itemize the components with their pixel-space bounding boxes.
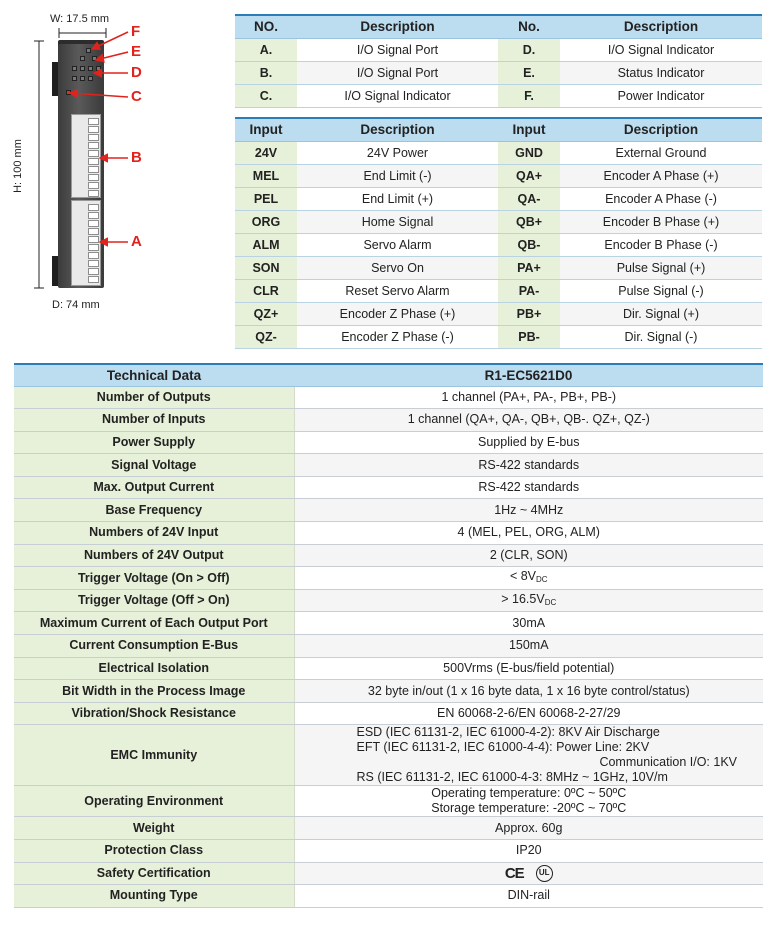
table-cell: B. [235, 61, 297, 84]
certification-marks [505, 865, 553, 882]
table-row [14, 454, 763, 477]
table-row [14, 862, 763, 885]
spec-value-subscript: DC [544, 597, 557, 607]
table-cell: End Limit (+) [297, 187, 498, 210]
spec-value-text: 32 byte in/out (1 x 16 byte data, 1 x 16 byte control/status) [367, 683, 690, 698]
spec-value [294, 454, 763, 477]
table-cell: Pulse Signal (-) [560, 279, 762, 302]
column-header: Input [235, 118, 297, 141]
column-header: Description [297, 118, 498, 141]
spec-name: Electrical Isolation [14, 657, 294, 680]
table-cell: A. [235, 38, 297, 61]
spec-name: Signal Voltage [14, 454, 294, 477]
spec-value-text: DIN-rail [507, 888, 550, 903]
callout-d: D [131, 64, 142, 81]
column-header: Input [498, 118, 560, 141]
table-row [14, 725, 763, 786]
table-row [14, 567, 763, 590]
column-header: Description [297, 15, 498, 38]
table-cell: Servo Alarm [297, 233, 498, 256]
table-cell: PEL [235, 187, 297, 210]
io-pin-table [235, 117, 762, 349]
spec-value-text: 150mA [508, 638, 549, 653]
spec-value-line: RS (IEC 61131-2, IEC 61000-4-3: 8MHz ~ 1GHz, 10V/m [356, 770, 668, 785]
spec-value-text: Supplied by E-bus [478, 434, 580, 449]
table-row [235, 187, 762, 210]
table-header-row [235, 118, 762, 141]
table-cell: PA- [498, 279, 560, 302]
column-header: Description [560, 15, 762, 38]
table-row [14, 544, 763, 567]
table-row [235, 302, 762, 325]
spec-value-text: Approx. 60g [495, 820, 563, 835]
spec-name: Trigger Voltage (Off > On) [14, 589, 294, 612]
spec-value-text: 2 (CLR, SON) [489, 547, 568, 562]
table-row [235, 325, 762, 348]
spec-name: Weight [14, 817, 294, 840]
callout-arrows [0, 0, 232, 300]
table-row [235, 61, 762, 84]
spec-value-text: 1Hz ~ 4MHz [494, 502, 564, 517]
spec-value-line: Storage temperature: -20ºC ~ 70ºC [431, 801, 627, 816]
spec-value-text: 1 channel (QA+, QA-, QB+, QB-. QZ+, QZ-) [407, 412, 650, 427]
spec-value-text: 1 channel (PA+, PA-, PB+, PB-) [441, 389, 617, 404]
table-cell: SON [235, 256, 297, 279]
spec-name: Number of Inputs [14, 409, 294, 432]
spec-value-line: Communication I/O: 1KV [599, 755, 737, 770]
table-cell: Encoder B Phase (-) [560, 233, 762, 256]
table-row [14, 499, 763, 522]
table-cell: ORG [235, 210, 297, 233]
spec-value [294, 635, 763, 658]
spec-value [294, 817, 763, 840]
spec-value-subscript: DC [536, 575, 548, 585]
callout-a: A [131, 233, 142, 250]
table-cell: QA+ [498, 164, 560, 187]
table-cell: Servo On [297, 256, 498, 279]
table-header-row [14, 364, 763, 386]
table-row [235, 141, 762, 164]
callout-b: B [131, 149, 142, 166]
depth-label: D: 74 mm [52, 299, 100, 311]
table-row [14, 386, 763, 409]
table-cell: I/O Signal Indicator [560, 38, 762, 61]
table-row [14, 476, 763, 499]
spec-name: Max. Output Current [14, 476, 294, 499]
table-cell: 24V [235, 141, 297, 164]
table-cell: Encoder A Phase (-) [560, 187, 762, 210]
table-cell: Dir. Signal (+) [560, 302, 762, 325]
table-cell: End Limit (-) [297, 164, 498, 187]
table-row [14, 522, 763, 545]
spec-name: Power Supply [14, 431, 294, 454]
column-header: No. [498, 15, 560, 38]
height-label: H: 100 mm [12, 139, 24, 193]
spec-name: Numbers of 24V Input [14, 522, 294, 545]
spec-value [294, 499, 763, 522]
spec-value [294, 680, 763, 703]
table-cell: PB+ [498, 302, 560, 325]
table-row [14, 409, 763, 432]
spec-name: Numbers of 24V Output [14, 544, 294, 567]
table-cell: QA- [498, 187, 560, 210]
spec-value [294, 522, 763, 545]
spec-name: Bit Width in the Process Image [14, 680, 294, 703]
spec-value-text: RS-422 standards [478, 457, 580, 472]
spec-value-text: > 16.5V [501, 591, 545, 606]
table-cell: D. [498, 38, 560, 61]
spec-name: Safety Certification [14, 862, 294, 885]
spec-value-text: 4 (MEL, PEL, ORG, ALM) [457, 525, 600, 540]
table-cell: GND [498, 141, 560, 164]
table-cell: Status Indicator [560, 61, 762, 84]
column-header: Description [560, 118, 762, 141]
spec-name: Maximum Current of Each Output Port [14, 612, 294, 635]
spec-name: Mounting Type [14, 885, 294, 908]
table-cell: 24V Power [297, 141, 498, 164]
table-cell: Dir. Signal (-) [560, 325, 762, 348]
spec-value-text: < 8V [509, 569, 536, 584]
table-cell: ALM [235, 233, 297, 256]
column-header: R1-EC5621D0 [294, 364, 763, 386]
spec-value [294, 840, 763, 863]
technical-data-table [14, 363, 763, 908]
spec-value [294, 612, 763, 635]
table-row [14, 817, 763, 840]
table-cell: I/O Signal Port [297, 38, 498, 61]
table-row [235, 210, 762, 233]
column-header: NO. [235, 15, 297, 38]
table-cell: I/O Signal Port [297, 61, 498, 84]
width-label: W: 17.5 mm [50, 13, 110, 25]
ul-mark-icon: UL [536, 865, 553, 882]
table-cell: Pulse Signal (+) [560, 256, 762, 279]
spec-name: Protection Class [14, 840, 294, 863]
ce-mark-icon: CE [504, 864, 524, 882]
spec-value-text: 30mA [512, 615, 546, 630]
spec-value [294, 725, 763, 786]
spec-name: Base Frequency [14, 499, 294, 522]
spec-name: Number of Outputs [14, 386, 294, 409]
callout-e: E [131, 43, 142, 60]
table-row [235, 164, 762, 187]
spec-name: EMC Immunity [14, 725, 294, 786]
spec-value [294, 544, 763, 567]
spec-name: Trigger Voltage (On > Off) [14, 567, 294, 590]
spec-value [294, 702, 763, 725]
spec-value-line: EFT (IEC 61131-2, IEC 61000-4-4): Power Line: 2KV [356, 740, 650, 755]
table-row [14, 885, 763, 908]
spec-value-line: ESD (IEC 61131-2, IEC 61000-4-2): 8KV Air Discharge [356, 725, 660, 740]
spec-value-text: RS-422 standards [478, 480, 580, 495]
spec-value-text: IP20 [515, 843, 542, 858]
table-cell: MEL [235, 164, 297, 187]
table-cell: Encoder A Phase (+) [560, 164, 762, 187]
spec-value-text: EN 60068-2-6/EN 60068-2-27/29 [437, 706, 621, 721]
spec-value [294, 386, 763, 409]
spec-name: Vibration/Shock Resistance [14, 702, 294, 725]
spec-value-text: 500Vrms (E-bus/field potential) [443, 660, 615, 675]
table-row [14, 702, 763, 725]
spec-name: Current Consumption E-Bus [14, 635, 294, 658]
table-cell: CLR [235, 279, 297, 302]
table-cell: C. [235, 84, 297, 107]
spec-value-line: Operating temperature: 0ºC ~ 50ºC [431, 786, 627, 801]
table-row [14, 680, 763, 703]
table-row [235, 279, 762, 302]
table-row [14, 786, 763, 817]
table-row [235, 38, 762, 61]
table-cell: PB- [498, 325, 560, 348]
description-table [235, 14, 762, 108]
table-cell: E. [498, 61, 560, 84]
spec-value [294, 476, 763, 499]
callout-c: C [131, 88, 142, 105]
spec-value [294, 589, 763, 612]
table-cell: Reset Servo Alarm [297, 279, 498, 302]
spec-value [294, 786, 763, 817]
table-cell: Home Signal [297, 210, 498, 233]
table-cell: QZ- [235, 325, 297, 348]
table-row [14, 840, 763, 863]
table-cell: Encoder Z Phase (-) [297, 325, 498, 348]
callout-f: F [131, 23, 141, 40]
spec-value [294, 567, 763, 590]
table-row [14, 657, 763, 680]
spec-value [294, 409, 763, 432]
table-row [14, 431, 763, 454]
table-row [14, 635, 763, 658]
spec-name: Operating Environment [14, 786, 294, 817]
spec-value [294, 862, 763, 885]
table-row [235, 233, 762, 256]
table-cell: External Ground [560, 141, 762, 164]
table-row [14, 612, 763, 635]
spec-value [294, 885, 763, 908]
table-cell: I/O Signal Indicator [297, 84, 498, 107]
table-cell: QB- [498, 233, 560, 256]
table-cell: Power Indicator [560, 84, 762, 107]
spec-value [294, 657, 763, 680]
table-header-row [235, 15, 762, 38]
table-row [235, 84, 762, 107]
table-cell: QB+ [498, 210, 560, 233]
table-cell: PA+ [498, 256, 560, 279]
table-cell: Encoder B Phase (+) [560, 210, 762, 233]
table-cell: QZ+ [235, 302, 297, 325]
table-cell: Encoder Z Phase (+) [297, 302, 498, 325]
column-header: Technical Data [14, 364, 294, 386]
table-row [14, 589, 763, 612]
table-cell: F. [498, 84, 560, 107]
device-figure [0, 0, 232, 345]
spec-value [294, 431, 763, 454]
table-row [235, 256, 762, 279]
